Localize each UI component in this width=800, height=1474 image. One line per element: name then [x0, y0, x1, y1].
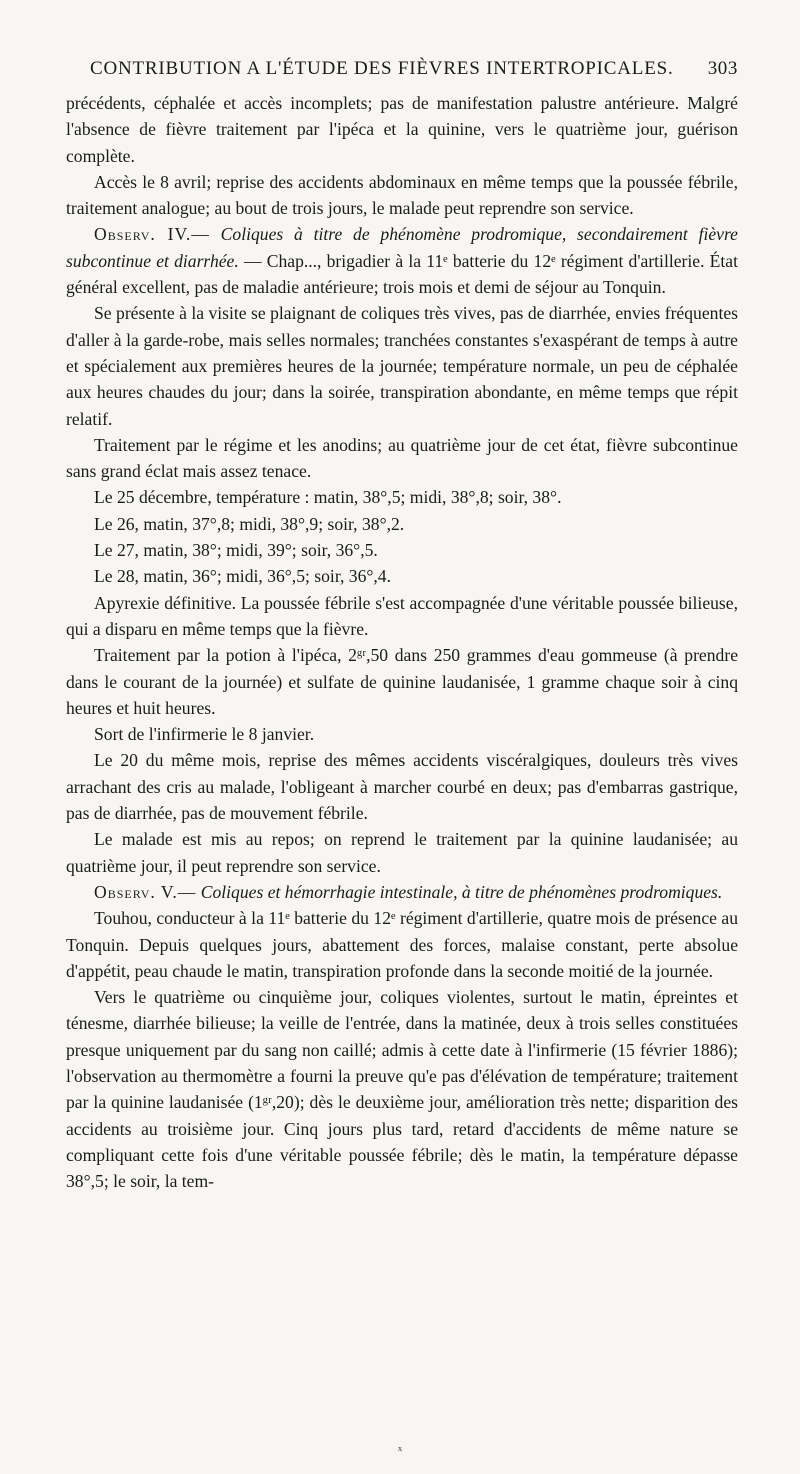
paragraph: Traitement par le régime et les anodins; au quatrième jour de cet état, fièvre subcontinue sans grand éclat mais assez tenace. — [66, 434, 738, 482]
page-header — [90, 58, 738, 80]
temperature-line: Le 25 décembre, température : matin, 38°,5; midi, 38°,8; soir, 38°. — [94, 487, 562, 508]
observation-label: Observ. IV.— — [94, 224, 210, 245]
body-text — [66, 90, 738, 1194]
paragraph: Apyrexie définitive. La poussée fébrile s'est accompagnée d'une véritable poussée bilieuse, qui a disparu en même temps que la fièvre. — [66, 592, 738, 639]
paragraph: Le 20 du même mois, reprise des mêmes accidents viscéralgiques, douleurs très vives arrachant des cris au malade, l'obligeant à marcher courbé en deux; pas d'embarras gastrique, pas de diarrhée, pas de mouvement fébrile. — [66, 750, 738, 824]
page-number: 303 — [707, 58, 738, 79]
observation-heading — [66, 879, 738, 905]
paragraph: Traitement par la potion à l'ipéca, 2ᵍʳ,50 dans 250 grammes d'eau gommeuse (à prendre dans le courant de la journée) et sulfate de quinine laudanisée, 1 gramme chaque soir à cinq heures et huit heures. — [66, 645, 738, 718]
paragraph: Le malade est mis au repos; on reprend le traitement par la quinine laudanisée; au quatrième jour, il peut reprendre son service. — [66, 829, 738, 876]
observation-title: Coliques et hémorrhagie intestinale, à titre de phénomènes prodromiques. — [200, 881, 723, 902]
observation-title: Coliques à titre de phénomène prodromique, secondairement fièvre subcontinue et diarrhée. — [66, 224, 738, 271]
observation-label: Observ. V.— — [94, 881, 197, 902]
paragraph: précédents, céphalée et accès incomplets; pas de manifestation palustre antérieure. Malgré l'absence de fièvre traitement par l'ipéca et la quinine, vers le quatrième jour, guérison complète. — [66, 93, 738, 166]
paragraph: Sort de l'infirmerie le 8 janvier. — [94, 724, 315, 745]
temperature-line: Le 26, matin, 37°,8; midi, 38°,9; soir, 38°,2. — [94, 513, 405, 534]
temperature-line: Le 27, matin, 38°; midi, 39°; soir, 36°,5. — [94, 540, 378, 561]
observation-heading: Observ. IV.— Coliques à titre de phénomène prodromique, secondairement fièvre subcontinue et diarrhée. — Chap..., brigadier à la 11ᵉ batterie du 12ᵉ régiment d'artillerie. État général excellent, pas de maladie antérieure; trois mois et demi de séjour au Tonquin. — [66, 224, 739, 298]
footer-mark: ˣ — [398, 1444, 403, 1459]
temperature-line: Le 28, matin, 36°; midi, 36°,5; soir, 36°,4. — [94, 566, 391, 587]
running-title: CONTRIBUTION A L'ÉTUDE DES FIÈVRES INTERTROPICALES. — [90, 58, 674, 79]
paragraph: Se présente à la visite se plaignant de coliques très vives, pas de diarrhée, envies fréquentes d'aller à la garde-robe, mais selles normales; tranchées constantes s'exaspérant de temps à autre et spécialement aux premières heures de la journée; température normale, un peu de céphalée aux heures chaudes du jour; dans la soirée, transpiration abondante, en même temps que répit relatif. — [66, 303, 738, 429]
paragraph: Vers le quatrième ou cinquième jour, coliques violentes, surtout le matin, épreintes et ténesme, diarrhée bilieuse; la veille de l'entrée, dans la matinée, deux à trois selles constituées presque uniquement par du sang non caillé; admis à cette date à l'infirmerie (15 février 1886); l'observation au thermomètre a fourni la preuve qu'e pas d'élévation de température; traitement par la quinine laudanisée (1ᵍʳ,20); dès le deuxième jour, amélioration très nette; disparition des accidents au troisième jour. Cinq jours plus tard, retard d'accidents de même nature se compliquant cette fois d'une véritable poussée fébrile; dès le matin, la température dépasse 38°,5; le soir, la tem- — [66, 987, 738, 1192]
paragraph: Touhou, conducteur à la 11ᵉ batterie du 12ᵉ régiment d'artillerie, quatre mois de présence au Tonquin. Depuis quelques jours, abattement des forces, malaise constant, perte absolue d'appétit, peau chaude le matin, transpiration profonde dans la seconde moitié de la journée. — [66, 908, 738, 981]
paragraph: Accès le 8 avril; reprise des accidents abdominaux en même temps que la poussée fébrile, traitement analogue; au bout de trois jours, le malade peut reprendre son service. — [66, 171, 738, 219]
